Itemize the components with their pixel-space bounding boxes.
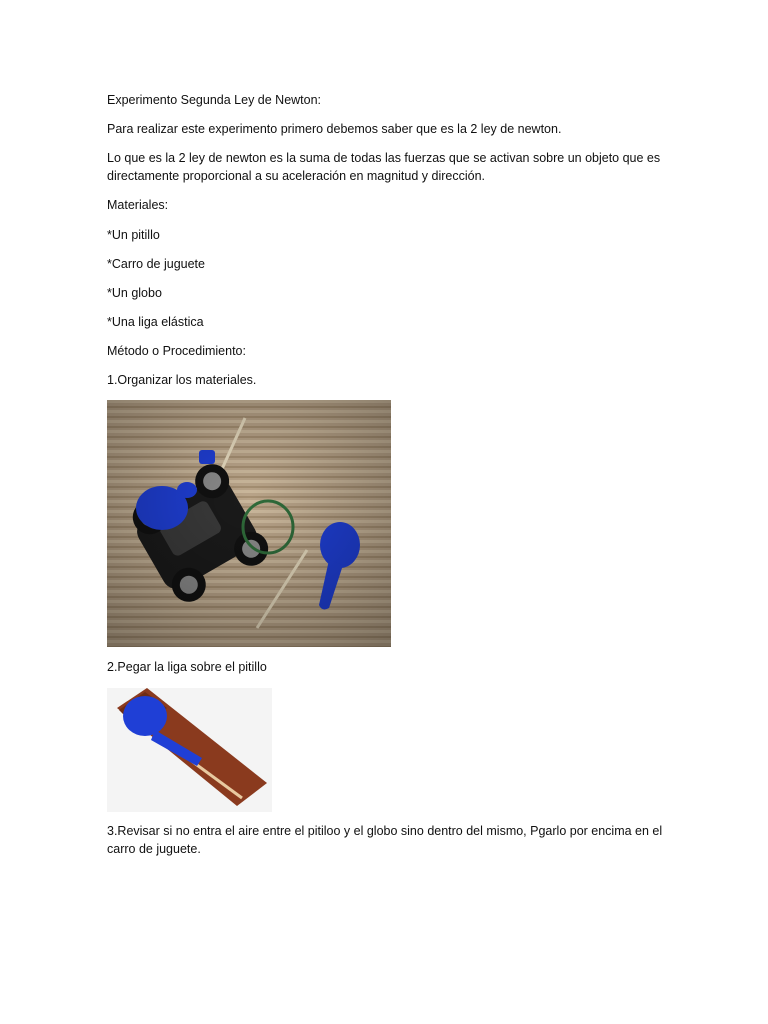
material-item: *Un globo [107, 286, 162, 300]
definition-paragraph: Lo que es la 2 ley de newton es la suma de todas las fuerzas que se activan sobre un objeto que es directamente proporcional a su aceleración en magnitud y dirección. [107, 151, 661, 183]
materials-photo [107, 400, 391, 647]
intro-paragraph: Para realizar este experimento primero debemos saber que es la 2 ley de newton. [107, 122, 562, 136]
document-title: Experimento Segunda Ley de Newton: [107, 93, 322, 107]
material-item: *Una liga elástica [107, 315, 204, 329]
straw-balloon-photo [107, 688, 272, 812]
method-heading: Método o Procedimiento: [107, 344, 246, 358]
step-item: 2.Pegar la liga sobre el pitillo [107, 660, 267, 674]
step-item: 3.Revisar si no entra el aire entre el pitiloo y el globo sino dentro del mismo, Pgarlo por encima en el carro de juguete. [107, 824, 663, 856]
materials-heading: Materiales: [107, 198, 169, 212]
material-item: *Carro de juguete [107, 257, 205, 271]
step-item: 1.Organizar los materiales. [107, 373, 257, 387]
material-item: *Un pitillo [107, 228, 160, 242]
